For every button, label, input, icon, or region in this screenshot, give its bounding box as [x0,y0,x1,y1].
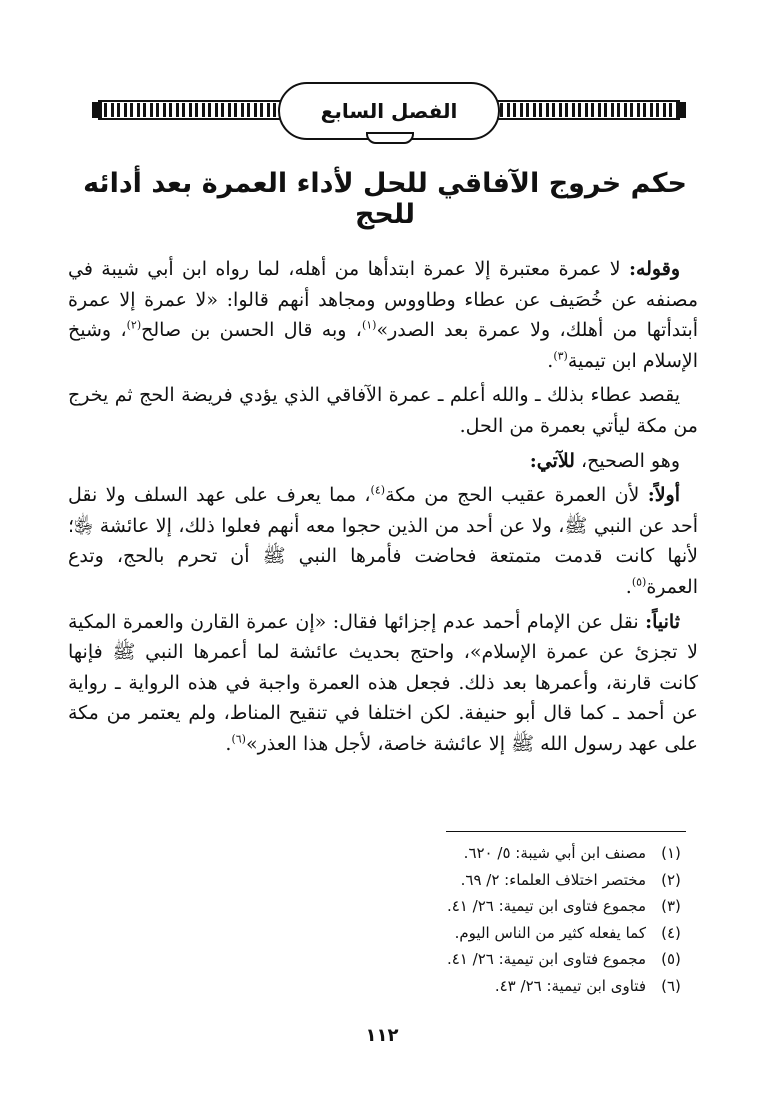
footnotes [300,840,686,999]
paragraph-4: أولاً: لأن العمرة عقيب الحج من مكة$^{(٤)}$، مما يعرف على عهد السلف ولا نقل أحد عن النبي ﷺ، ولا عن أحد من الذين حجوا معه أنهم فعلوا ذلك، إلا عائشة ﵂؛ لأنها كانت قدمت متمتعة فحاضت فأمرها النبي ﷺ أن تحرم بالحج، وتدع العمرة$^{(٥)}$. [68,483,698,598]
footnote-item: (٤) كما يفعله كثير من الناس اليوم. [454,923,681,942]
chapter-box-tab [366,132,414,144]
footnote-item: (١) مصنف ابن أبي شيبة: ٥/ ٦٢٠. [463,844,681,862]
header-ornament-left [98,98,280,122]
footnote-item: (٢) مختصر اختلاف العلماء: ٢/ ٦٩. [460,870,681,889]
footnote-ref-5[interactable]: (٥) [631,575,647,589]
footnote-ref-3[interactable]: (٣) [553,349,568,363]
paragraph-5: ثانياً: نقل عن الإمام أحمد عدم إجزائها فقال: «إن عمرة القارن والعمرة المكية لا تجزئ عن عمرة الإسلام»، واحتج بحديث عائشة لما أعمرها النبي ﷺ فإنها كانت قارنة، وأعمرها بعد ذلك. فجعل هذه العمرة واجبة في هذه الرواية ـ رواية عن أحمد ـ كما قال أبو حنيفة. لكن اختلفا في تنقيح المناط، ولم يعتمر من مكة على عهد رسول الله ﷺ إلا عائشة خاصة، لأجل هذا العذر»$^{(٦)}$. [68,610,698,755]
footnote-item: (٦) فتاوى ابن تيمية: ٢٦/ ٤٣. [494,976,681,995]
footnote-ref-1[interactable]: (١) [361,318,377,332]
paragraph-5-lead: ثانياً: [645,610,680,633]
footnote-ref-6[interactable]: (٦) [231,732,246,746]
footnote-ref-2[interactable]: (٢) [126,318,142,332]
body-text [68,254,698,764]
paragraph-1: وقوله: لا عمرة معتبرة إلا عمرة ابتدأها من أهله، لما رواه ابن أبي شيبة في مصنفه عن خُصَيف عن عطاء وطاووس ومجاهد أنهم قالوا: «لا عمرة إلا عمرة أبتدأتها من أهلك، ولا عمرة بعد الصدر»$^{(١)}$، وبه قال الحسن بن صالح$^{(٢)}$، وشيخ الإسلام ابن تيمية$^{(٣)}$. [68,258,699,372]
footnote-item: (٣) مجموع فتاوى ابن تيمية: ٢٦/ ٤١. [446,897,681,915]
paragraph-1-lead: وقوله: [628,258,680,280]
page-number: ١١٢ [365,1025,399,1046]
footnote-item: (٥) مجموع فتاوى ابن تيمية: ٢٦/ ٤١. [446,950,681,968]
footnote-ref-4[interactable]: (٤) [370,483,386,497]
paragraph-3: وهو الصحيح، للآتي: [529,449,680,472]
footnote-separator [446,831,686,832]
section-title: حكم خروج الآفاقي للحل لأداء العمرة بعد أدائه للحج [83,168,687,230]
header-ornament-right [494,98,680,122]
paragraph-2: يقصد عطاء بذلك ـ والله أعلم ـ عمرة الآفاقي الذي يؤدي فريضة الحج ثم يخرج من مكة ليأتي بعمرة من الحل. [68,384,698,437]
paragraph-4-lead: أولاً: [647,484,680,507]
chapter-label: الفصل السابع [320,99,458,123]
